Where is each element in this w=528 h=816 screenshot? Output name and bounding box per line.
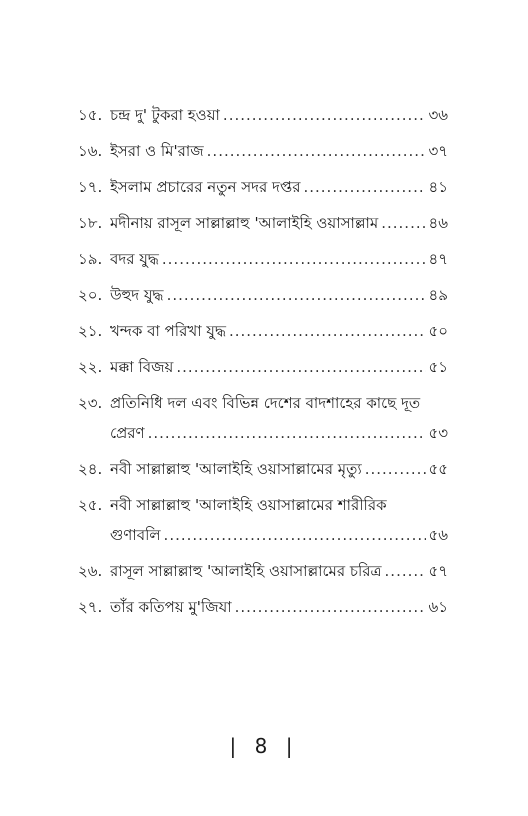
entry-number: ২৪. (78, 460, 103, 478)
toc-entry[interactable] (78, 177, 448, 197)
entry-number: ২৬. (78, 562, 103, 580)
entry-title: রাসূল সাল্লাল্লাহু 'আলাইহি ওয়াসাল্লামের চরিত্র (110, 562, 382, 580)
dot-leader (162, 249, 426, 269)
dot-leader (385, 561, 426, 581)
entry-number: ১৯. (78, 250, 103, 268)
entry-page: ৩৭ (428, 142, 448, 160)
dot-leader (223, 105, 426, 125)
entry-title: বদর যুদ্ধ (110, 250, 159, 268)
dot-leader (381, 213, 425, 233)
entry-page: ৫১ (428, 358, 448, 376)
page-number: | 8 | (229, 734, 299, 758)
entry-title-line1: প্রতিনিধি দল এবং বিভিন্ন দেশের বাদশাহের কাছে দূত (110, 394, 421, 412)
entry-title: নবী সাল্লাল্লাহু 'আলাইহি ওয়াসাল্লামের মৃত্যু (110, 460, 362, 478)
dot-leader (235, 597, 426, 617)
entry-title: মদীনায় রাসূল সাল্লাল্লাহু 'আলাইহি ওয়াসাল্লাম (110, 214, 379, 232)
dot-leader (229, 321, 426, 341)
toc-entry[interactable] (78, 357, 448, 377)
dot-leader (167, 285, 426, 305)
dot-leader (365, 459, 426, 479)
entry-page: ৫৭ (428, 562, 448, 580)
toc-entry[interactable] (78, 393, 448, 443)
entry-page: ৪৭ (428, 250, 448, 268)
entry-page: ৪১ (428, 178, 448, 196)
entry-title: চন্দ্র দু' টুকরা হওয়া (110, 106, 220, 124)
entry-number: ২২. (78, 358, 103, 376)
entry-title: ইসলাম প্রচারের নতুন সদর দপ্তর (110, 178, 301, 196)
entry-page: ৫০ (428, 322, 448, 340)
dot-leader (164, 525, 426, 545)
entry-title: তাঁর কতিপয় মু'জিযা (110, 598, 232, 616)
entry-number: ২৭. (78, 598, 103, 616)
toc-entry[interactable] (78, 561, 448, 581)
entry-number: ১৮. (78, 214, 103, 232)
toc-entry[interactable] (78, 285, 448, 305)
entry-title: খন্দক বা পরিখা যুদ্ধ (110, 322, 226, 340)
toc-entry[interactable] (78, 459, 448, 479)
entry-page: ৫৬ (428, 526, 448, 544)
toc-entry[interactable] (78, 213, 448, 233)
entry-number: ২০. (78, 286, 103, 304)
dot-leader (176, 357, 425, 377)
entry-title-line1: নবী সাল্লাল্লাহু 'আলাইহি ওয়াসাল্লামের শারীরিক (110, 496, 387, 514)
dot-leader (303, 177, 425, 197)
entry-page: ৪৯ (428, 286, 448, 304)
dot-leader (207, 141, 426, 161)
toc-entry[interactable] (78, 321, 448, 341)
entry-number: ২১. (78, 322, 103, 340)
entry-number: ২৫. (78, 496, 103, 514)
entry-number: ১৬. (78, 142, 103, 160)
table-of-contents (78, 105, 448, 633)
toc-entry[interactable] (78, 141, 448, 161)
toc-entry[interactable] (78, 597, 448, 617)
entry-page: ৪৬ (428, 214, 448, 232)
entry-title-line2: গুণাবলি (110, 526, 161, 544)
entry-page: ৬১ (428, 598, 448, 616)
entry-number: ১৭. (78, 178, 103, 196)
entry-page: ৫৩ (428, 424, 448, 442)
entry-title: উহুদ যুদ্ধ (110, 286, 164, 304)
entry-title: মক্কা বিজয় (110, 358, 174, 376)
entry-page: ৫৫ (428, 460, 448, 478)
toc-entry[interactable] (78, 105, 448, 125)
entry-number: ১৫. (78, 106, 103, 124)
dot-leader (148, 423, 426, 443)
toc-entry[interactable] (78, 249, 448, 269)
entry-title: ইসরা ও মি'রাজ (110, 142, 204, 160)
entry-title-line2: প্রেরণ (110, 424, 145, 442)
toc-entry[interactable] (78, 495, 448, 545)
entry-number: ২৩. (78, 394, 103, 412)
entry-page: ৩৬ (428, 106, 448, 124)
